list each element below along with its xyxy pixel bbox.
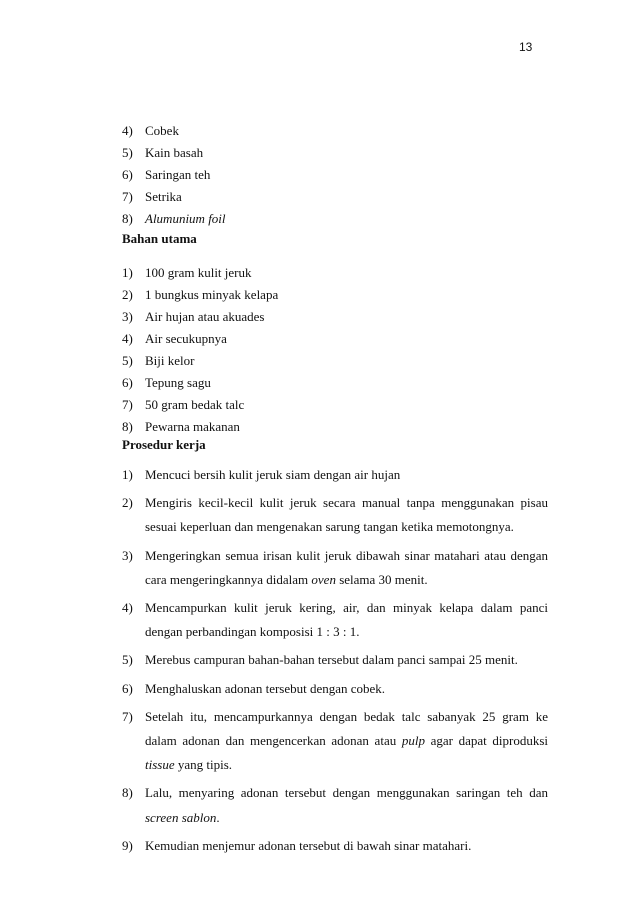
list-item [122, 186, 548, 208]
italic-term: screen sablon [145, 809, 217, 825]
list-item-text: Cobek [145, 123, 179, 138]
list-item-number: 7) [122, 708, 133, 724]
italic-term: pulp [401, 733, 425, 749]
list-item-number: 2) [122, 287, 133, 302]
numbered-list [122, 463, 548, 858]
list-item-number: 3) [122, 547, 133, 563]
list-item-number: 8) [122, 785, 133, 801]
list-item [122, 142, 548, 164]
list-item-number: 1) [122, 467, 133, 482]
list-item-number: 6) [122, 375, 133, 390]
list-item-text: agar dapat diproduksi [424, 733, 548, 749]
list-item-number: 8) [122, 211, 133, 226]
list-item-number: 4) [122, 600, 133, 616]
list-item-text: Kemudian menjemur adonan tersebut di bawah sinar matahari. [145, 837, 472, 853]
prosedur-kerja-list [122, 463, 548, 862]
list-item [122, 705, 548, 778]
list-item [122, 372, 548, 394]
section-heading-prosedur-kerja: Prosedur kerja [122, 437, 206, 452]
section-heading-bahan-utama: Bahan utama [122, 231, 197, 246]
list-item [122, 416, 548, 438]
list-item-text: . [216, 809, 220, 825]
list-item-number: 5) [122, 652, 133, 668]
list-item [122, 463, 548, 487]
list-item [122, 677, 548, 701]
list-item-text: Lalu, menyaring adonan tersebut dengan menggunakan saringan teh dan [145, 785, 548, 801]
list-item [122, 350, 548, 372]
list-item-number: 7) [122, 189, 133, 204]
list-item [122, 284, 548, 306]
list-item [122, 648, 548, 672]
italic-term: oven [311, 571, 336, 587]
list-item-number: 8) [122, 419, 133, 434]
page-number: 13 [519, 40, 533, 54]
list-item-number: 2) [122, 495, 133, 511]
list-item-text: Mengiris kecil-kecil kulit jeruk secara manual tanpa menggunakan pisau sesuai keperluan dan mengenakan sarung tangan ketika memotongnya. [145, 495, 548, 535]
list-item-text: Biji kelor [145, 353, 195, 368]
list-item [122, 262, 548, 284]
list-item-text: Air secukupnya [145, 331, 227, 346]
list-item-text: 100 gram kulit jeruk [145, 265, 252, 280]
list-item-text: Mencuci bersih kulit jeruk siam dengan air hujan [145, 467, 401, 482]
list-item [122, 306, 548, 328]
list-item-number: 5) [122, 145, 133, 160]
list-item-number: 6) [122, 680, 133, 696]
list-item-number: 7) [122, 397, 133, 412]
list-item-text: Tepung sagu [145, 375, 211, 390]
list-item [122, 120, 548, 142]
list-item-number: 4) [122, 123, 133, 138]
italic-term: tissue [145, 757, 175, 773]
list-item-number: 6) [122, 167, 133, 182]
list-item [122, 834, 548, 858]
list-item-text: Mengeringkan semua irisan kulit jeruk dibawah sinar matahari atau dengan cara mengeringkannya didalam [145, 547, 548, 587]
list-item [122, 208, 548, 230]
alat-list-continued [122, 120, 548, 230]
list-item-text: yang tipis. [174, 757, 233, 773]
list-item-text: Air hujan atau akuades [145, 309, 265, 324]
bahan-utama-list [122, 262, 548, 438]
list-item-number: 3) [122, 309, 133, 324]
numbered-list [122, 262, 548, 438]
list-item-text: Kain basah [145, 145, 204, 160]
list-item [122, 491, 548, 539]
italic-term: Alumunium foil [145, 211, 226, 226]
list-item-text: selama 30 menit. [335, 571, 428, 587]
list-item-text: Mencampurkan kulit jeruk kering, air, dan minyak kelapa dalam panci dengan perbandingan komposisi 1 : 3 : 1. [145, 600, 548, 640]
list-item [122, 544, 548, 592]
list-item [122, 781, 548, 829]
list-item-text: Saringan teh [145, 167, 211, 182]
numbered-list [122, 120, 548, 230]
list-item-text: 1 bungkus minyak kelapa [145, 287, 279, 302]
list-item-text: Setelah itu, mencampurkannya dengan bedak talc sabanyak 25 gram ke dalam adonan dan mengencerkan adonan atau [145, 708, 548, 749]
list-item [122, 596, 548, 644]
list-item-text: Menghaluskan adonan tersebut dengan cobek. [145, 680, 386, 696]
list-item-text: Setrika [145, 189, 182, 204]
list-item-number: 5) [122, 353, 133, 368]
list-item-number: 4) [122, 331, 133, 346]
list-item [122, 164, 548, 186]
list-item [122, 394, 548, 416]
list-item-number: 9) [122, 837, 133, 853]
list-item-text: 50 gram bedak talc [145, 397, 245, 412]
list-item-number: 1) [122, 265, 133, 280]
list-item-text: Pewarna makanan [145, 419, 240, 434]
list-item [122, 328, 548, 350]
list-item-text: Merebus campuran bahan-bahan tersebut dalam panci sampai 25 menit. [145, 652, 518, 668]
